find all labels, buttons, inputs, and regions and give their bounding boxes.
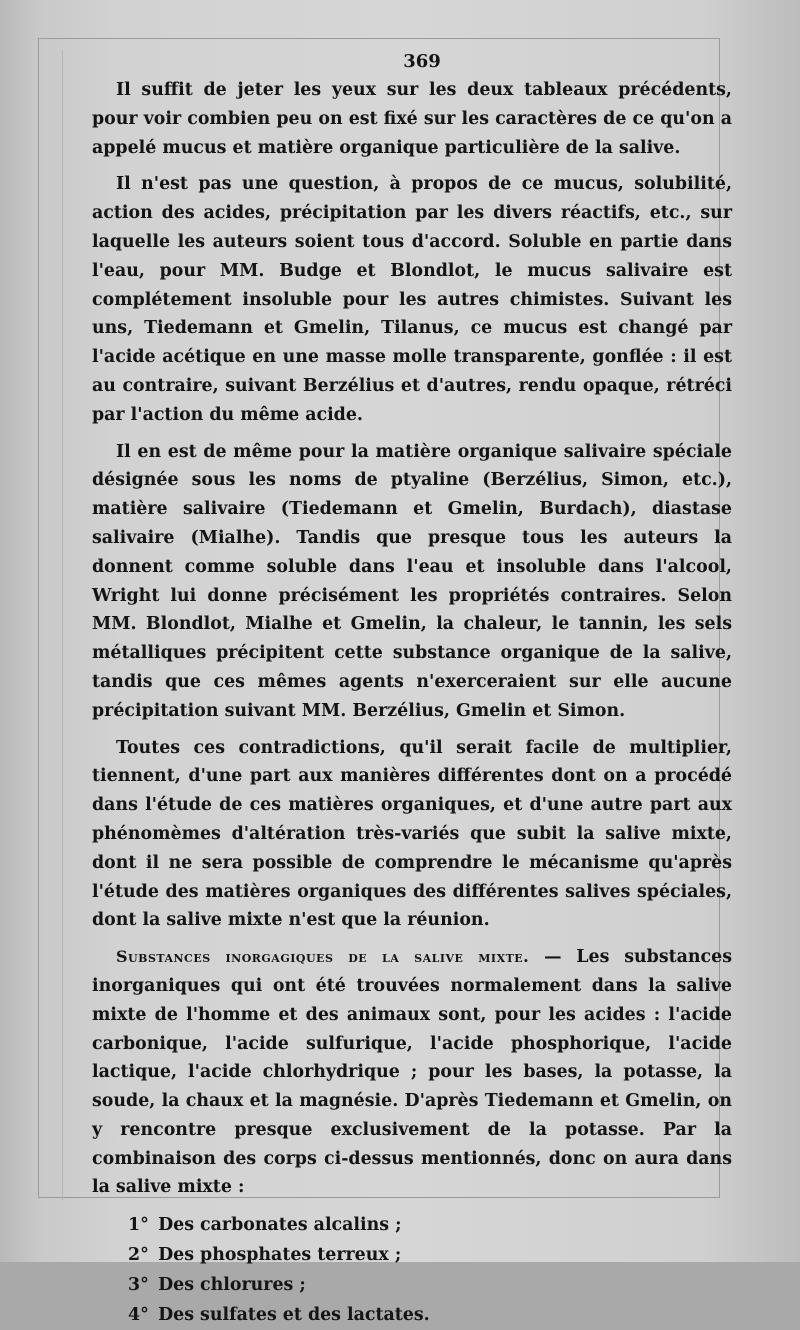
section-body: — Les substances inorganiques qui ont été trouvées normalement dans la salive mixte de l'homme et des animaux sont, pour les acides : l'acide carbonique, l'acide sulfurique, l'acide phosphorique, l'acide lactique, l'acide chlorhydrique ; pour les bases, la potasse, la soude, la chaux et la magnésie. D'après Tiedemann et Gmelin, on y rencontre presque exclusivement de la potasse. Par la combinaison des corps ci-dessus mentionnés, donc on aura dans la salive mixte : bbox=[92, 947, 732, 1198]
list-item-number: 2° bbox=[128, 1245, 149, 1266]
list-item-number: 4° bbox=[128, 1305, 149, 1326]
substances-list bbox=[92, 1210, 732, 1330]
list-item-text: Des chlorures ; bbox=[158, 1275, 306, 1296]
page-text bbox=[92, 48, 732, 1330]
list-item-text: Des sulfates et des lactates. bbox=[158, 1305, 430, 1326]
list-item bbox=[128, 1210, 732, 1240]
paragraph-3: Il en est de même pour la matière organique salivaire spéciale désignée sous les noms de ptyaline (Berzélius, Simon, etc.), matière salivaire (Tiedemann et Gmelin, Burdach), diastase salivaire (Mialhe). Tandis que presque tous les auteurs la donnent comme soluble dans l'eau et insoluble dans l'alcool, Wright lui donne précisément les propriétés contraires. Selon MM. Blondlot, Mialhe et Gmelin, la chaleur, le tannin, les sels métalliques précipitent cette substance organique de la salive, tandis que ces mêmes agents n'exerceraient sur elle aucune précipitation suivant MM. Berzélius, Gmelin et Simon. bbox=[92, 441, 732, 721]
list-item-number: 3° bbox=[128, 1275, 149, 1296]
list-item bbox=[128, 1270, 732, 1300]
paragraph-1: Il suffit de jeter les yeux sur les deux tableaux précédents, pour voir combien peu on est fixé sur les caractères de ce qu'on a appelé mucus et matière organique particulière de la salive. bbox=[92, 80, 732, 158]
list-item-number: 1° bbox=[128, 1215, 149, 1236]
paragraph-2: Il n'est pas une question, à propos de ce mucus, solubilité, action des acides, précipitation par les divers réactifs, etc., sur laquelle les auteurs soient tous d'accord. Soluble en partie dans l'eau, pour MM. Budge et Blondlot, le mucus salivaire est complétement insoluble pour les autres chimistes. Suivant les uns, Tiedemann et Gmelin, Tilanus, ce mucus est changé par l'acide acétique en une masse molle transparente, gonflée : il est au contraire, suivant Berzélius et d'autres, rendu opaque, rétréci par l'action du même acide. bbox=[92, 174, 732, 425]
paragraph-4: Toutes ces contradictions, qu'il serait facile de multiplier, tiennent, d'une part aux manières différentes dont on a procédé dans l'étude de ces matières organiques, et d'une autre part aux phénomèmes d'altération très-variés que subit la salive mixte, dont il ne sera possible de comprendre le mécanisme qu'après l'étude des matières organiques des différentes salives spéciales, dont la salive mixte n'est que la réunion. bbox=[92, 737, 732, 931]
list-item-text: Des carbonates alcalins ; bbox=[158, 1215, 402, 1236]
list-item-text: Des phosphates terreux ; bbox=[158, 1245, 402, 1266]
page-number: 369 bbox=[403, 51, 441, 72]
section-heading: Substances inorgagiques de la salive mixte. bbox=[116, 947, 530, 967]
section-paragraph bbox=[92, 943, 732, 1202]
list-item bbox=[128, 1300, 732, 1330]
list-item bbox=[128, 1240, 732, 1270]
